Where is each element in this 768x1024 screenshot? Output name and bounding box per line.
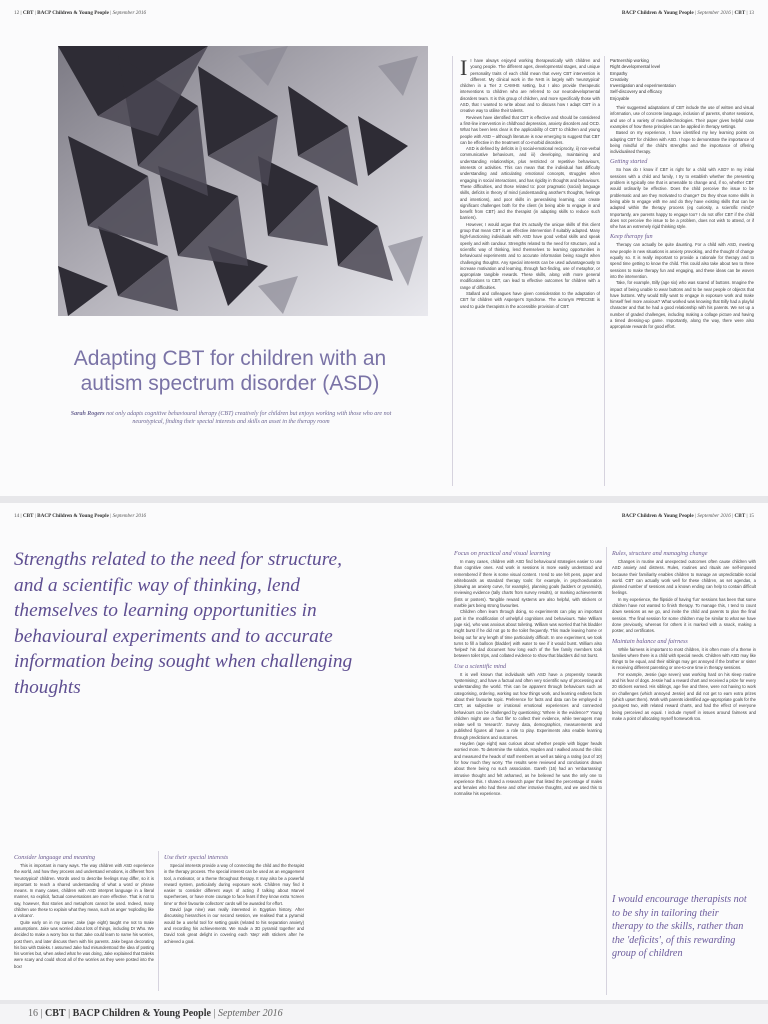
- column-rule: [158, 851, 159, 991]
- acronym-item: Self-discovery and efficacy: [610, 89, 663, 95]
- column-interests: Use their special interests Special interests provide a way of connecting the child and the therapist in the therapy process. The special interest can be used as an engagement tool, a motivator, or a theme throughout therapy. It may also be a powerful reward system, particularly during exposure work. Children may find it easier to consider different ways of acting if talking about Marvel superheroes, or have more courage to face fears if they know extra 'screen time' or their favourite collectors' cards will be awarded for effort. David (age nine) was really interested in Egyptian history. After discussing hierarchies in our second session, we realised that a pyramid would be a useful tool for setting goals (related to his separation anxiety) and recording his achievements. We made a 3D pyramid together and David took great delight in covering each 'step' with stickers after he achieved a goal.: [164, 854, 304, 944]
- acronym-item: Enjoyable: [610, 95, 630, 101]
- author-name: Sarah Rogers: [70, 411, 105, 417]
- running-header-right: BACP Children & Young People | September 2016 | CBT | 13: [621, 10, 754, 16]
- acronym-item: Creativity: [610, 76, 629, 82]
- running-header-left: 12 | CBT | BACP Children & Young People | September 2016: [14, 10, 147, 16]
- column-language: Consider language and meaning This is important in many ways. The way children with ASD experience the world, and how they process and understand emotions, is different from 'neurotypical' children. Words used to describe feelings may differ, so it is important to reach a shared understanding of what a word or phrase means. In many cases, children with ASD interpret language in a literal manner, so explicit, factual conversations are more effective. That is not to say, however, that stories and metaphors cannot be used. Indeed, many children use these to explain what they mean, such as anger 'exploding like a volcano'. Quite early on in my career, Jake (age eight) taught me not to make assumptions. Jake was worried about lots of things, including Dr Who. We decided to make a worry box so that Jake could learn to name his worries, post them, and later discuss them with his parents. Jake began decorating his box with Daleks. I assumed Jake had misunderstood the idea of posting his worries but, when asked what he was doing, Jake explained that Daleks were scary and could shoot all of the worries as they were posted into the box!: [14, 854, 154, 969]
- running-header-left: 16 | CBT | BACP Children & Young People | September 2016: [28, 1008, 283, 1019]
- subheading-language: Consider language and meaning: [14, 854, 95, 861]
- side-pull-quote: I would encourage therapists not to be shy in tailoring their therapy to the skills, rather than the 'deficits', of this rewarding group of children: [612, 894, 747, 960]
- precise-acronym-list: [610, 58, 754, 102]
- column-1: I I have always enjoyed working therapeutically with children and young people. The different ages, developmental stages, and unique personality traits of each child mean that every CBT intervention is different. My clinical work in the NHS is largely with 'neurotypical' children in a Tier 2 CAMHS setting, but I also provide therapeutic interventions to children who are referred to our neurodevelopmental disorders team. It is this group of children, and more specifically those with ASD, that I wanted to write about and to discuss how I adapt CBT in a creative way to utilise their talents. Reviews have identified that CBT is effective and should be considered a first-line intervention in childhood depression, anxiety disorders and OCD. What has been less clear is the applicability of CBT to children and young people with ASD – although literature is now emerging to suggest that CBT can be effective in the treatment of co-morbid disorders. ASD is defined by deficits in i) social-emotional reciprocity, ii) non-verbal communicative behaviours, and iii) developing, maintaining and understanding relationships, plus restricted or repetitive behaviours, interests or activities. This can mean that the individual has difficulty understanding and articulating emotional concepts, struggles when engaging in social interactions, and has rigidity in thoughts and behaviours. These difficulties, and those related to: poor pragmatic (social) language skills, deficits in theory of mind (understanding another's thoughts, feelings and intentions), and poor skills in generalising learning, can create significant challenges both for the client (in being able to engage in and benefit from CBT) and the therapist (in adapting skills to reduce such barriers). However, I would argue that it's actually the unique skills of this client group that mean CBT is an effective intervention if suitably adapted. Many high-functioning individuals with ASD have good verbal skills and speak openly and with candour. Strengths related to the need for structure, and a scientific way of thinking, lend themselves to learning opportunities in behavioural experiments and to accurate information being sought when challenging thoughts. Any special interests can be used advantageously to increase motivation and learning, through fact-finding, use of metaphor, or appropriate tangible rewards. These skills, along with more general modifications to CBT, can lead to effective outcomes for children with a range of difficulties. Stallard and colleagues have given consideration to the adaptation of CBT for children with Asperger's Syndrome. The acronym PRECISE is used to guide therapists in the accessible provision of CBT:: [460, 58, 600, 309]
- standfirst: [66, 410, 396, 427]
- subheading-getting-started: Getting started: [610, 158, 648, 166]
- acronym-item: Right developmental level: [610, 64, 661, 70]
- running-header-right: BACP Children & Young People | September 2016 | CBT | 15: [621, 513, 754, 519]
- page-16-strip: [0, 1004, 768, 1024]
- spread-pages-14-15: [0, 503, 768, 1000]
- subheading-interests: Use their special interests: [164, 854, 229, 861]
- subheading-balance: Maintain balance and fairness: [612, 637, 688, 645]
- pyramids-image: [58, 46, 428, 316]
- pull-quote: Strengths related to the need for structure, and a scientific way of thinking, lend themselves to learning opportunities in behavioural experiments and to accurate information being sought when challenging thoughts: [14, 549, 353, 698]
- column-practical-scientific: Focus on practical and visual learning In many cases, children with ASD find behavioural strategies easier to use than cognitive ones. And work in sessions is more easily understood and remembered if there is some visual content. I tend to use felt pens, paper and whiteboards as standard therapy tools: for example, in psychoeducation (drawing an anxiety curve, for example), planning goals (ladders or pyramids), reviewing evidence (tally charts from survey results), or marking achievements (lists or posters). Tangible reward systems are also helpful, with stickers or marble jars being strong favourites. Children often learn through doing, so experiments can play an important part in the modification of unhelpful cognitions and behaviours. Take William (age six), who was anxious about toileting. William was worried that his bladder might burst if he did not go to the toilet frequently. This made leaving home or being out for any length of time particularly difficult. In one experiment, we took turns to fill a balloon (bladder) with water to see if it would burst. William also 'helped' his dad document how long each of the five family members took between toilet trips, and collated evidence to show that bladders did not burst. Use a scientific mind It is well known that individuals with ASD have a propensity towards 'systemising', and have a factual and often very scientific way of processing and understanding the world. This can be apparent through behaviours such as categorising, ordering, working out how things work, and learning endless facts about their favourite topic. Preference for facts and data can be employed in CBT, as subjective or irrational emotional experiences and connected behaviours can be challenged by questioning: 'Where is the evidence?' Young children might use a 'fact file' to collect their evidence, while teenagers may relate well to 'research'. Survey data, demographics, measurements and published figures all have a role to play. Experiments also enable learning through predictions and outcomes. Hayden (age eight) was curious about whether people with bigger heads worried more. To determine the solution, Hayden and I walked around the clinic and measured the heads of staff members as well as taking a rating (out of 10) for how much they worry. The results were reviewed and conclusions drawn about there being no such association. Gareth (16) had an 'embarrassing' intrusive thought and felt ashamed, as he believed he was the only one to experience this. I shared a research paper that listed the percentage of males and females who had these and other intrusive thoughts, and we used this to normalise his experience.: [454, 550, 602, 797]
- standfirst-text: not only adapts cognitive behavioural therapy (CBT) creatively for children but enjoys working with those who are not neurotypical, finding their special interests and skills an asset in the therapy room: [106, 411, 392, 426]
- subheading-practical: Focus on practical and visual learning: [454, 550, 551, 557]
- acronym-item: Investigation and experimentation: [610, 83, 676, 89]
- subheading-scientific: Use a scientific mind: [454, 662, 507, 670]
- subheading-keep-therapy-fun: Keep therapy fun: [610, 233, 653, 241]
- column-rule: [606, 547, 607, 995]
- column-rule: [604, 56, 605, 486]
- acronym-item: Partnership working: [610, 58, 649, 63]
- spread-pages-12-13: [0, 0, 768, 496]
- acronym-item: Empathy: [610, 70, 628, 76]
- running-header-left: 14 | CBT | BACP Children & Young People | September 2016: [14, 513, 147, 519]
- article-title: Adapting CBT for children with an autism spectrum disorder (ASD): [73, 347, 387, 395]
- column-2: Partnership working Right developmental level Empathy Creativity Investigation and experimentation Self-discovery and efficacy Enjoyable Their suggested adaptations of CBT include the use of written and visual information, use of concrete language, inclusion of parents, shorter sessions, and use of a variety of media/technologies. Their paper gives helpful case examples of how these principles can be applied in therapy settings. Based on my experience, I have identified my key learning points on adapting CBT for children with ASD. I hope to demonstrate the importance of being mindful of the child's strengths and the importance of offering individualised therapy. Getting started So how do I know if CBT is right for a child with ASD? In my initial sessions with a child and family, I try to establish whether the presenting problem is typically one that is amenable to change and, if so, whether CBT would ordinarily be effective. Does the child perceive the issue to be problematic and are they motivated to change? Do they show some skills in being able to engage with me and do they have existing skills that can be adapted within the therapy process (eg curiosity, a scientific mind)? Importantly, are parents happy to engage too? I do not offer CBT if the child does not perceive the issue to be a problem, does not wish to attend, or if s/he has an extremely rigid thinking style. Keep therapy fun Therapy can actually be quite daunting. For a child with ASD, meeting new people in new situations is anxiety provoking, and the thought of change equally so. It is really important to provide a rationale for therapy and to spend time getting to know the child. This could also take about two to three sessions to make therapy fun and engaging, and these ideas can be woven into the intervention. Take, for example, Billy (age six) who was scared of buttons. Imagine the impact of being unable to wear buttons and to be near people or objects that have buttons. Why would Billy want to engage in exposure work and make himself feel more anxious? What worked was knowing that Billy had a playful character and that he had a good relationship with his parents. We set up a number of graded challenges, including making a collage picture and having a timed dressing-up game. Importantly, along the way, there were also appropriate rewards for good effort.: [610, 58, 754, 330]
- drop-cap: I: [460, 58, 468, 80]
- column-rules-balance: Rules, structure and managing change Changes in routine and unexpected outcomes often cause children with ASD anxiety and distress. Rules, routines and rituals are self-imposed because their familiarity enables children to manage an unpredictable social world. CBT can actually work well for these children, as set agendas, a planned number of sessions and a known ending can help to contain difficult feelings. In my experience, the flipside of having 'fun' sessions has been that some children have not wanted to finish therapy. To manage this, I tend to count down sessions as we go, and invite the child and parents to plan the final session. The final session for some children may be similar to what we have done previously, whereas for others it is marked with a snack, making a poster, and certificates. Maintain balance and fairness While fairness is important to most children, it is often more of a theme in families where there is a child with special needs. Children with ASD may like things to be equal, and their siblings may get annoyed if the brother or sister is receiving different parenting or one-to-one time in therapy sessions. For example, Jessie (age seven) was working hard on his sleep routine and his fear of dogs. Jessie had a reward chart and received a prize for every 20 stickers earned. His siblings, age five and three, were not having to work on challenges (which annoyed Jessie) and did not get to earn extra prizes (which upset them). Work with parents identified age-appropriate goals for the youngest two, with related reward charts, and had the effect of everyone being perceived as equal. I include myself in issues around fairness and make a point of allocating myself homework too.: [612, 550, 756, 721]
- subheading-rules: Rules, structure and managing change: [612, 550, 708, 557]
- column-rule: [452, 56, 453, 486]
